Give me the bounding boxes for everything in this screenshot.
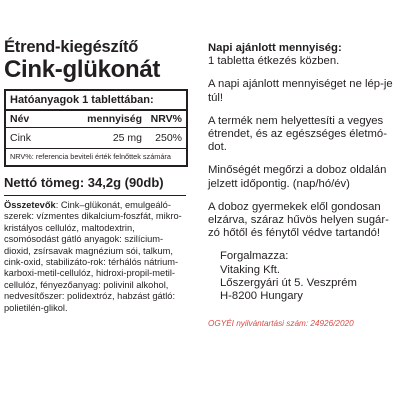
product-name: Cink-glükonát (4, 56, 161, 83)
ingredients-label: Összetevők (4, 200, 56, 210)
right-column (208, 42, 396, 330)
distributor-label: Forgalmazza: (220, 250, 289, 263)
table-header: Hatóanyagok 1 tablettában: (10, 94, 154, 106)
expiry-note: Minőségét megőrzi a doboz oldalán jelzett időpontig. (nap/hó/év) (208, 164, 387, 190)
column-amount: mennyiség (87, 113, 142, 125)
column-nrv: NRV% (150, 113, 182, 125)
dose-text: 1 tabletta étkezés közben. (208, 55, 340, 68)
distributor-name: Vitaking Kft. (220, 263, 281, 276)
table-column-headers (6, 111, 186, 127)
distributor-country: H-8200 Hungary (220, 290, 303, 303)
warning-dose: A napi ajánlott mennyiséget ne lép-je túl! (208, 78, 393, 104)
ingredients (4, 200, 190, 314)
table-row (6, 128, 186, 148)
registration-number: OGYÉI nyilvántartási szám: 24926/2020 (208, 319, 354, 329)
storage-note: A doboz gyermekek elől gondosan elzárva, száraz hűvös helyen sugár-zó hőtől és fénytől védve tartandó! (208, 200, 389, 240)
row-amount: 25 mg (112, 132, 142, 144)
warning-diet: A termék nem helyettesíti a vegyes étrendet, és az egészséges életmó-dot. (208, 114, 387, 154)
net-weight: Nettó tömeg: 34,2g (90db) (4, 175, 164, 190)
product-category: Étrend-kiegészítő (4, 38, 139, 56)
row-nrv: 250% (155, 132, 182, 144)
nrv-note: NRV%: referencia beviteli érték felnőttek számára (10, 152, 171, 161)
column-name: Név (10, 113, 30, 125)
row-name: Cink (10, 132, 32, 144)
nutrition-table (4, 89, 188, 167)
ingredients-text: : Cink–glükonát, emulgeáló-szerek: vízmentes dikalcium-foszfát, mikro-kristályos cellulóz, maltodextrin, csomósodást gátló anyagok: szilícium-dioxid, zsírsavak magnézium sói, talkum, cink-oxid, stabilizáto-rok: térhálós nátrium-karboxi-metil-cellulóz, hidroxi-propil-metil-cellulóz, fényezőanyag: polivinil alkohol, nedvesítőszer: polidextróz, habzást gátló: polietilén-glikol. (4, 200, 182, 313)
distributor-address: Lőszergyári út 5. Veszprém (220, 276, 357, 289)
divider (4, 195, 186, 196)
dose-heading: Napi ajánlott mennyiség: (208, 42, 342, 54)
left-column (4, 38, 194, 314)
